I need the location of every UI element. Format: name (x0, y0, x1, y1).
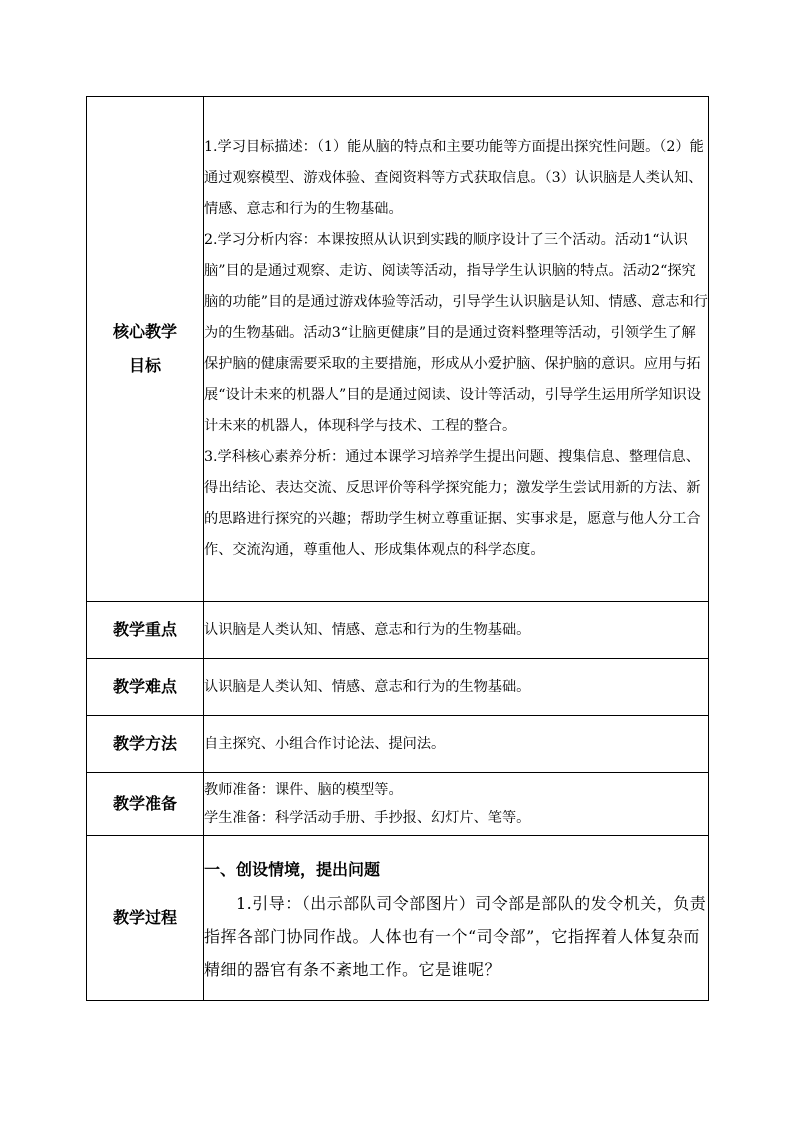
table-row (87, 836, 709, 1001)
row-label: 教学准备 (87, 773, 204, 836)
row-label: 教学重点 (87, 602, 204, 659)
table-row (87, 773, 709, 836)
paragraph: 学生准备：科学活动手册、手抄报、幻灯片、笔等。 (204, 810, 531, 826)
section-heading: 一、创设情境，提出问题 (204, 859, 381, 879)
row-label: 教学难点 (87, 659, 204, 716)
row-content (204, 716, 709, 773)
paragraph: 自主探究、小组合作讨论法、提问法。 (204, 735, 446, 752)
paragraph: 认识脑是人类认知、情感、意志和行为的生物基础。 (204, 621, 531, 638)
row-label: 教学过程 (87, 836, 204, 1001)
row-content (204, 836, 709, 1001)
paragraph: 2.学习分析内容：本课按照从认识到实践的顺序设计了三个活动。活动1“认识脑”目的是通过观察、走访、阅读等活动，指导学生认识脑的特点。活动2“探究脑的功能”目的是通过游戏体验等活动，引导学生认识脑是认知、情感、意志和行为的生物基础。活动3“让脑更健康”目的是通过资料整理等活动，引领学生了解保护脑的健康需要采取的主要措施，形成从小爱护脑、保护脑的意识。应用与拓展“设计未来的机器人”目的是通过阅读、设计等活动，引导学生运用所学知识设计未来的机器人，体现科学与技术、工程的整合。 (204, 232, 708, 434)
row-content (204, 773, 709, 836)
lesson-plan-table (86, 96, 709, 1001)
table-row (87, 716, 709, 773)
table-row (87, 602, 709, 659)
paragraph: 认识脑是人类认知、情感、意志和行为的生物基础。 (204, 678, 531, 695)
row-content (204, 97, 709, 602)
table-row (87, 97, 709, 602)
paragraph: 1.引导：（出示部队司令部图片）司令部是部队的发令机关，负责指挥各部门协同作战。人体也有一个“司令部”，它指挥着人体复杂而精细的器官有条不紊地工作。它是谁呢？ (204, 893, 707, 979)
paragraph: 3.学科核心素养分析：通过本课学习培养学生提出问题、搜集信息、整理信息、得出结论、表达交流、反思评价等科学探究能力；激发学生尝试用新的方法、新的思路进行探究的兴趣；帮助学生树立尊重证据、实事求是，愿意与他人分工合作、交流沟通，尊重他人、形成集体观点的科学态度。 (204, 449, 701, 558)
paragraph: 1.学习目标描述：（1）能从脑的特点和主要功能等方面提出探究性问题。（2）能通过观察模型、游戏体验、查阅资料等方式获取信息。（3）认识脑是人类认知、情感、意志和行为的生物基础。 (204, 139, 704, 217)
table-row (87, 659, 709, 716)
row-label: 核心教学 目标 (87, 97, 204, 602)
row-content (204, 659, 709, 716)
row-content (204, 602, 709, 659)
paragraph: 教师准备：课件、脑的模型等。 (204, 782, 403, 798)
row-label: 教学方法 (87, 716, 204, 773)
